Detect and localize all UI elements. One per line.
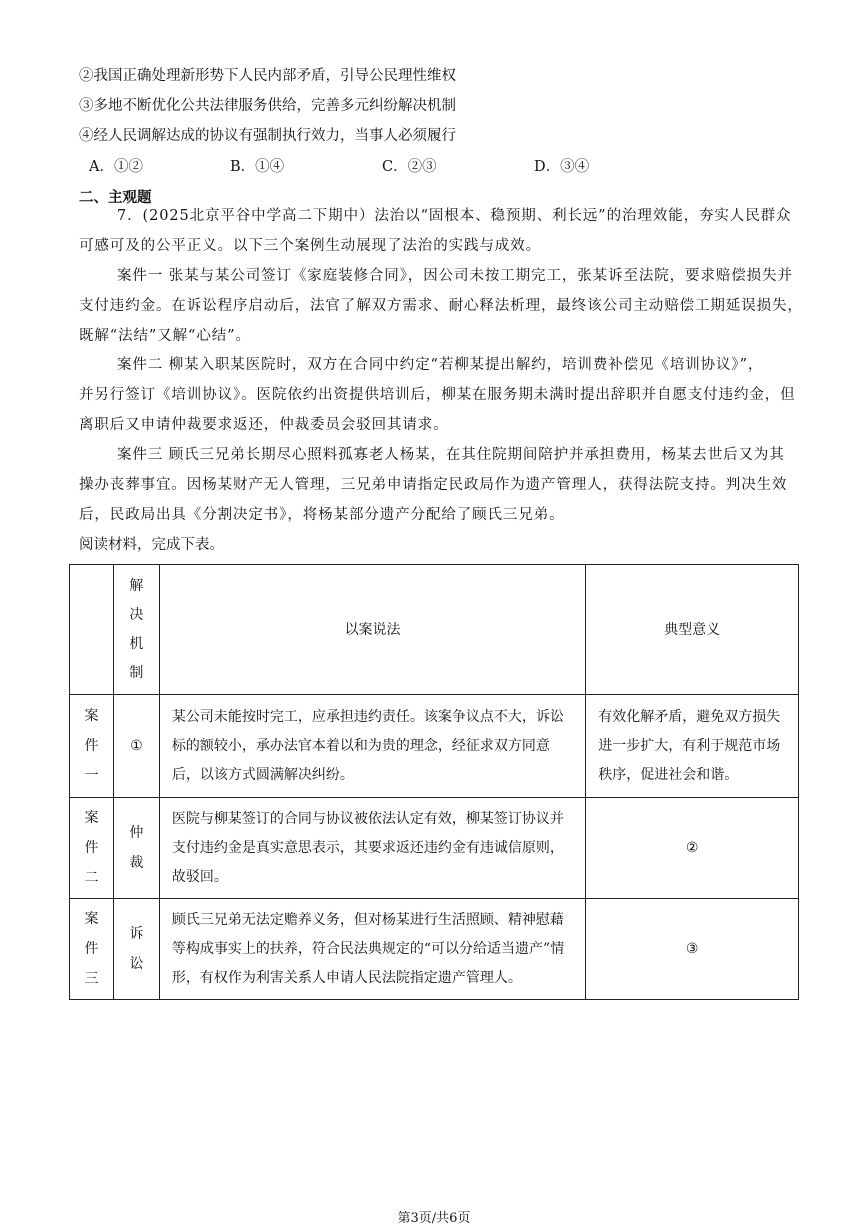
table-row <box>70 798 799 899</box>
explain-cell: 顾氏三兄弟无法定赡养义务，但对杨某进行生活照顾、精神慰藉等构成事实上的扶养，符合民法典规定的“可以分给适当遗产”情形，有权作为利害关系人申请人民法院指定遗产管理人。 <box>159 899 585 1000</box>
explain-cell: 某公司未能按时完工，应承担违约责任。该案争议点不大，诉讼标的额较小，承办法官本着以和为贵的理念，经征求双方同意后，以该方式圆满解决纠纷。 <box>159 695 585 798</box>
option-2: ②我国正确处理新形势下人民内部矛盾，引导公民理性维权 <box>79 68 456 84</box>
case1-line-3: 既解“法结”又解“心结”。 <box>79 328 251 344</box>
table-header-row <box>70 565 799 695</box>
header-mechanism-cell: 解 决 机 制 <box>113 565 159 695</box>
case-label-cell: 案 件 一 <box>70 695 114 798</box>
page-footer: 第3页/共6页 <box>397 1211 471 1226</box>
choice-c: C．②③ <box>382 159 437 175</box>
table-row <box>70 695 799 798</box>
significance-cell: 有效化解矛盾，避免双方损失进一步扩大，有利于规范市场秩序，促进社会和谐。 <box>586 695 799 798</box>
significance-cell: ② <box>586 798 799 899</box>
choice-d: D．③④ <box>534 159 590 175</box>
explain-cell: 医院与柳某签订的合同与协议被依法认定有效，柳某签订协议并支付违约金是真实意思表示，其要求返还违约金有违诚信原则，故驳回。 <box>159 798 585 899</box>
question-line-1: 7．(2025北京平谷中学高二下期中）法治以“固根本、稳预期、利长远”的治理效能，夯实人民群众 <box>117 208 792 224</box>
instruction: 阅读材料，完成下表。 <box>79 537 224 553</box>
case-label-cell: 案 件 二 <box>70 798 114 899</box>
section-title: 二、主观题 <box>79 190 152 206</box>
case1-line-2: 支付违约金。在诉讼程序启动后，法官了解双方需求、耐心释法析理，最终该公司主动赔偿工期延误损失， <box>79 298 803 314</box>
option-3: ③多地不断优化公共法律服务供给，完善多元纠纷解决机制 <box>79 98 456 114</box>
case2-line-1: 案件二 柳某入职某医院时，双方在合同中约定“若柳某提出解约，培训费补偿见《培训协议》”， <box>117 357 764 373</box>
choice-b: B．①④ <box>230 159 285 175</box>
answer-table <box>69 564 799 1000</box>
case1-line-1: 案件一 张某与某公司签订《家庭装修合同》，因公司未按工期完工，张某诉至法院，要求赔偿损失并 <box>117 268 793 284</box>
case3-line-1: 案件三 顾氏三兄弟长期尽心照料孤寡老人杨某，在其住院期间陪护并承担费用，杨某去世后又为其 <box>117 447 785 463</box>
case2-line-3: 离职后又申请仲裁要求返还，仲裁委员会驳回其请求。 <box>79 417 449 433</box>
option-4: ④经人民调解达成的协议有强制执行效力，当事人必须履行 <box>79 128 456 144</box>
header-blank-cell <box>70 565 114 695</box>
mechanism-cell: ① <box>113 695 159 798</box>
case-label-cell: 案 件 三 <box>70 899 114 1000</box>
choice-a: A．①② <box>89 159 143 175</box>
header-explain-cell: 以案说法 <box>159 565 585 695</box>
mechanism-cell: 诉 讼 <box>113 899 159 1000</box>
case3-line-3: 后，民政局出具《分割决定书》，将杨某部分遗产分配给了顾氏三兄弟。 <box>79 507 565 523</box>
table-row <box>70 899 799 1000</box>
significance-cell: ③ <box>586 899 799 1000</box>
question-line-2: 可感可及的公平正义。以下三个案例生动展现了法治的实践与成效。 <box>79 238 541 254</box>
mechanism-cell: 仲 裁 <box>113 798 159 899</box>
case3-line-2: 操办丧葬事宜。因杨某财产无人管理，三兄弟申请指定民政局作为遗产管理人，获得法院支持。判决生效 <box>79 477 788 493</box>
case2-line-2: 并另行签订《培训协议》。医院依约出资提供培训后，柳某在服务期未满时提出辞职并自愿支付违约金，但 <box>79 387 796 403</box>
header-significance-cell: 典型意义 <box>586 565 799 695</box>
